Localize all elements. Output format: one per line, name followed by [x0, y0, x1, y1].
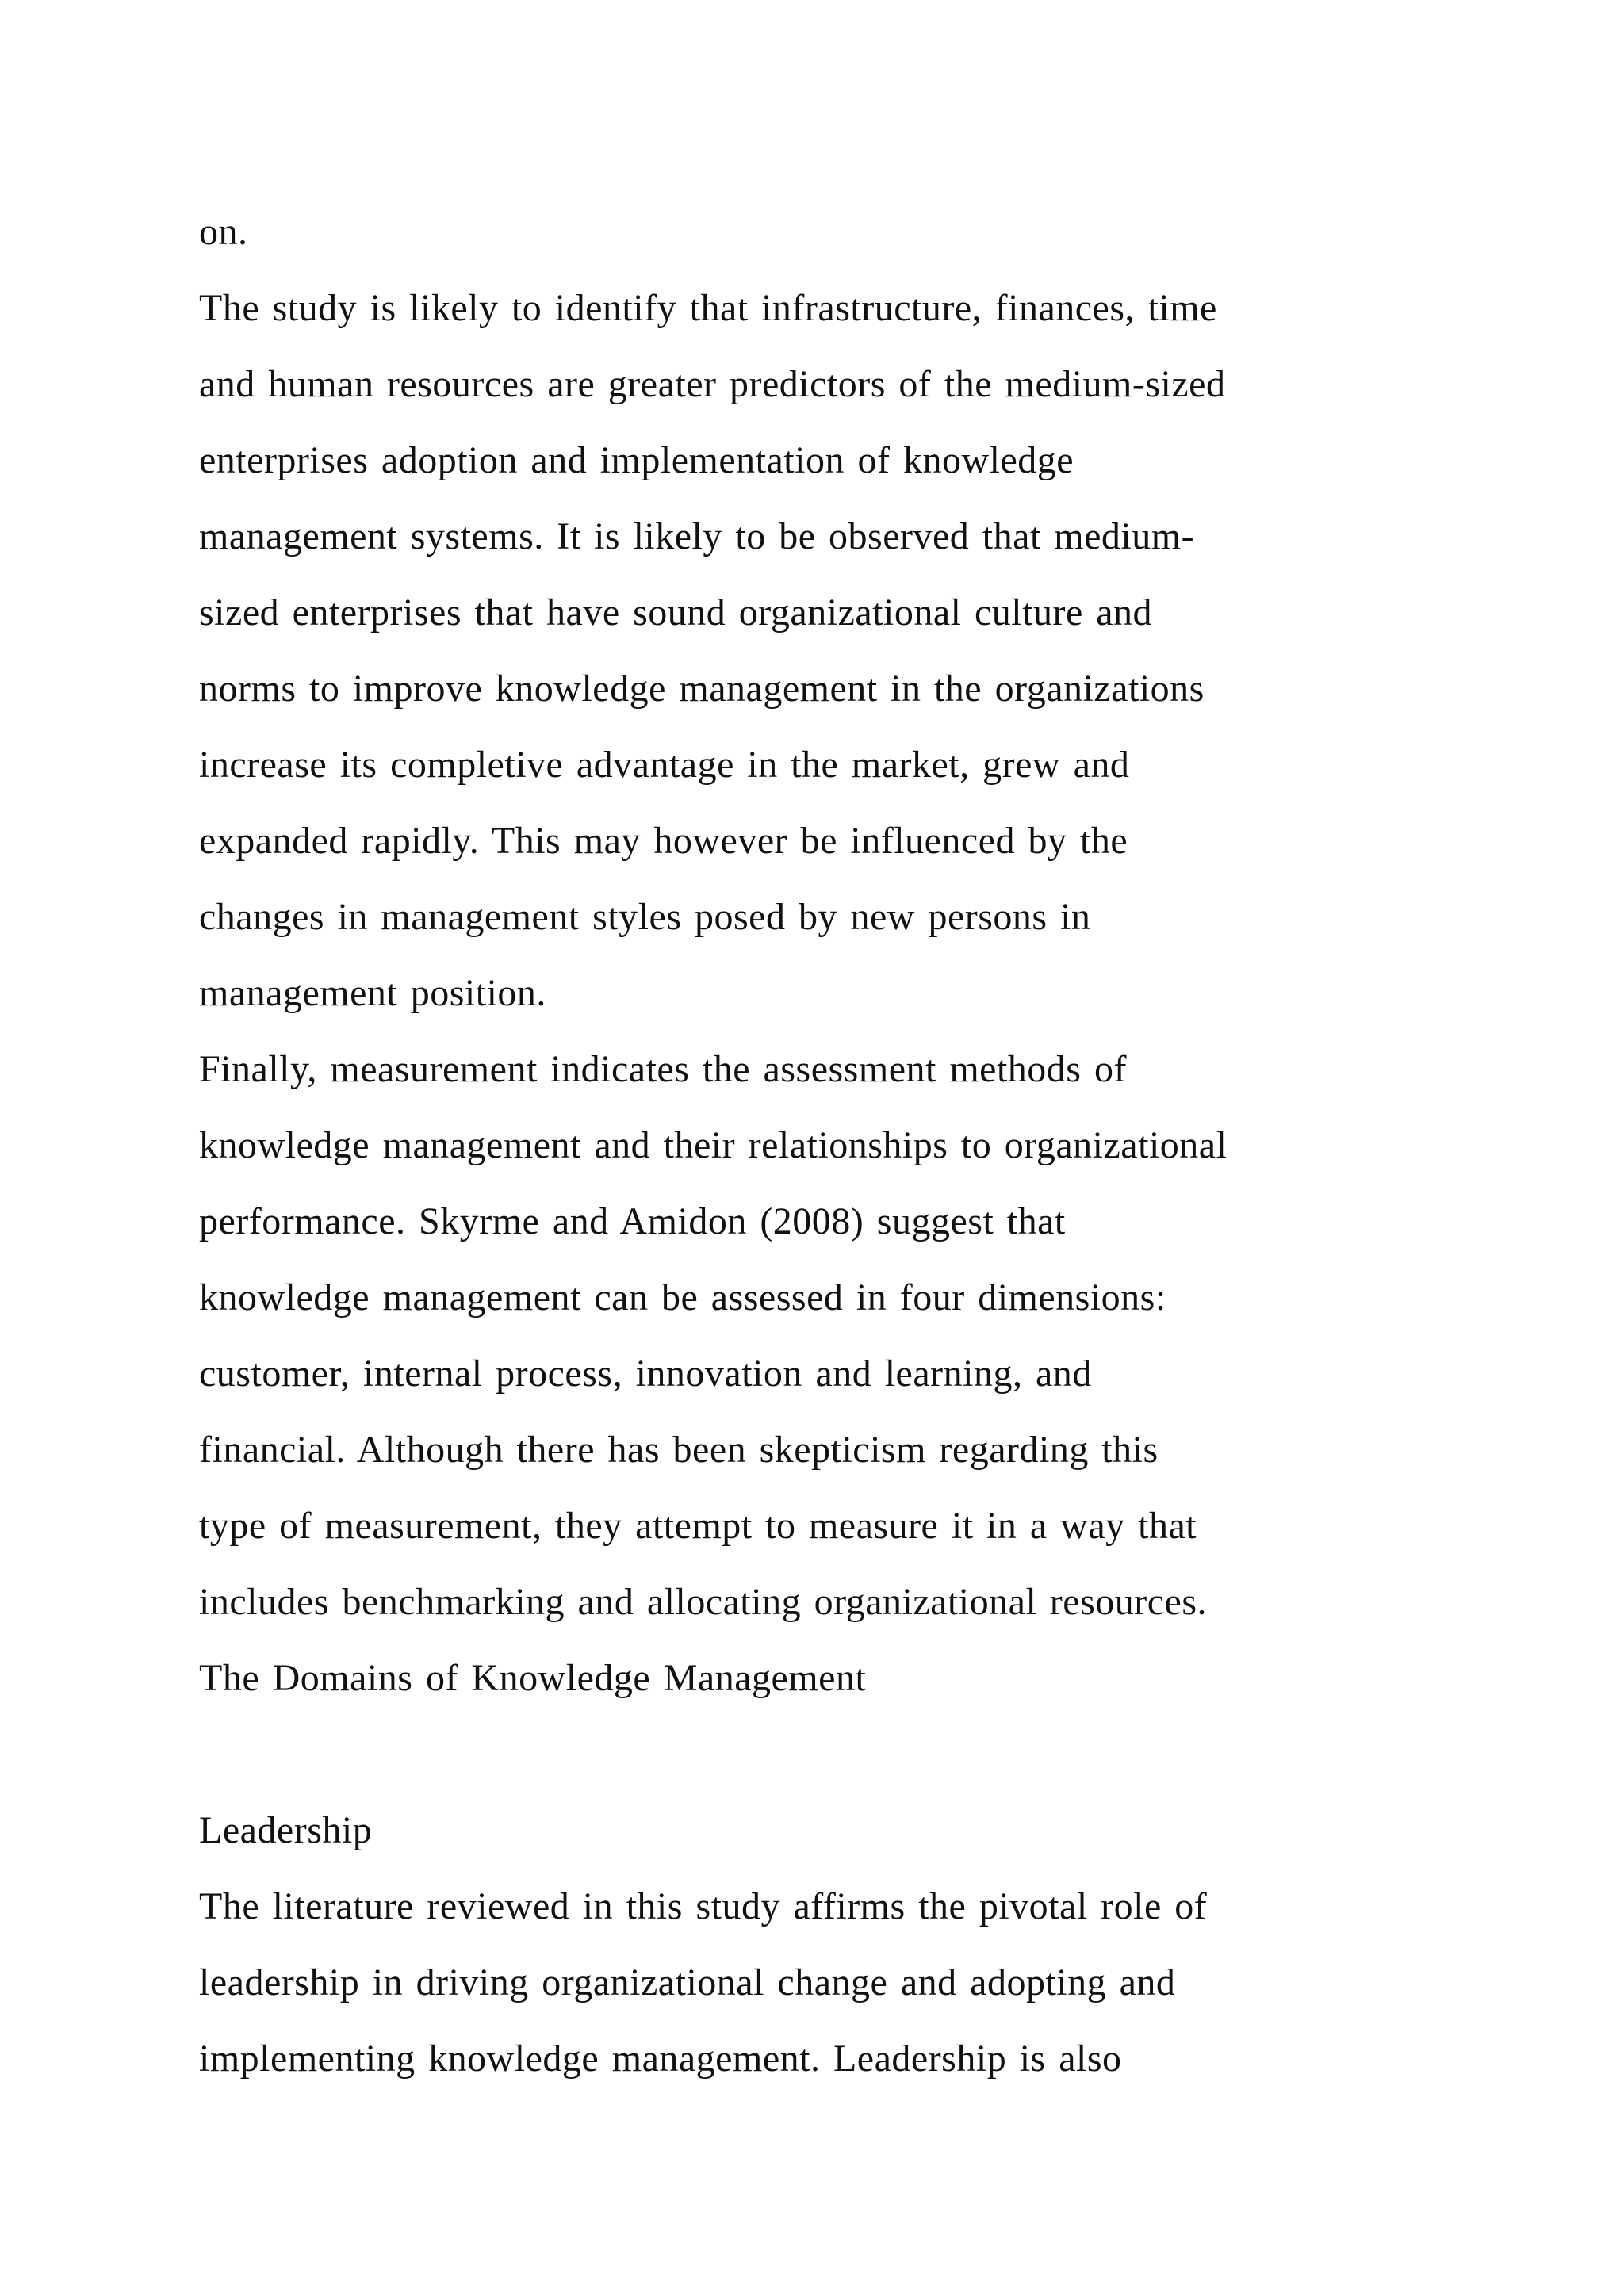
subsection-heading: Leadership: [199, 1809, 373, 1851]
text-line: changes in management styles posed by new persons in: [199, 896, 1091, 938]
text-line: leadership in driving organizational change and adopting and: [199, 1961, 1176, 2003]
text-line: The literature reviewed in this study affirms the pivotal role of: [199, 1885, 1208, 1927]
body-text: [199, 194, 1468, 2097]
text-line: includes benchmarking and allocating organizational resources.: [199, 1581, 1208, 1623]
text-line: sized enterprises that have sound organizational culture and: [199, 591, 1153, 633]
text-line: increase its completive advantage in the market, grew and: [199, 744, 1130, 786]
text-line: management systems. It is likely to be observed that medium-: [199, 515, 1195, 557]
text-line: management position.: [199, 972, 546, 1014]
text-line: Finally, measurement indicates the assessment methods of: [199, 1048, 1127, 1090]
section-heading: The Domains of Knowledge Management: [199, 1657, 867, 1699]
text-line: knowledge management and their relationships to organizational: [199, 1124, 1228, 1166]
text-line: performance. Skyrme and Amidon (2008) suggest that: [199, 1200, 1066, 1242]
text-line: expanded rapidly. This may however be influenced by the: [199, 820, 1128, 862]
text-line: on.: [199, 211, 248, 253]
text-line: norms to improve knowledge management in the organizations: [199, 668, 1205, 710]
text-line: implementing knowledge management. Leadership is also: [199, 2038, 1122, 2080]
text-line: customer, internal process, innovation and learning, and: [199, 1353, 1092, 1395]
text-line: type of measurement, they attempt to measure it in a way that: [199, 1505, 1197, 1547]
text-line: The study is likely to identify that infrastructure, finances, time: [199, 287, 1217, 329]
text-line: financial. Although there has been skepticism regarding this: [199, 1429, 1159, 1471]
text-line: knowledge management can be assessed in four dimensions:: [199, 1276, 1166, 1318]
text-line: enterprises adoption and implementation of knowledge: [199, 439, 1074, 481]
text-line: and human resources are greater predictors of the medium-sized: [199, 363, 1226, 405]
blank-line: [199, 1716, 1468, 1793]
